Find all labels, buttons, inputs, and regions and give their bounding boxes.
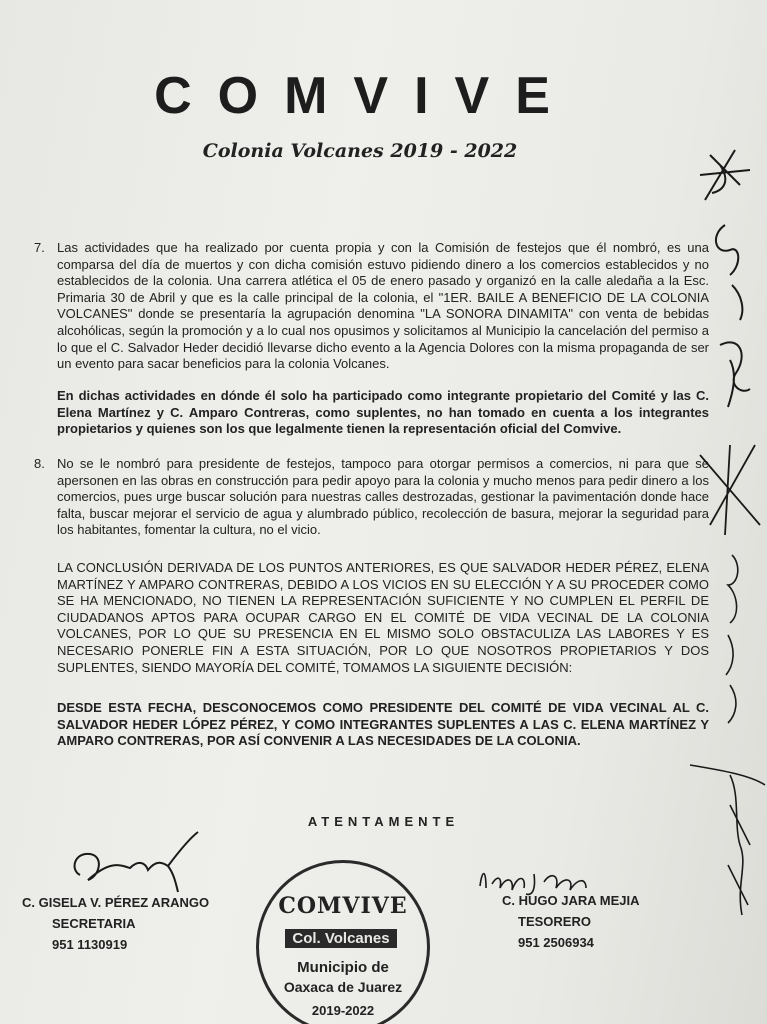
stamp-colonia: Col. Volcanes: [285, 929, 397, 948]
stamp-municipio-line1: Municipio de: [297, 959, 389, 976]
signatory-1-name: C. GISELA V. PÉREZ ARANGO: [22, 895, 210, 910]
signature-hugo-icon: [474, 860, 604, 900]
conclusion-paragraph: LA CONCLUSIÓN DERIVADA DE LOS PUNTOS ANTERIORES, ES QUE SALVADOR HEDER PÉREZ, ELENA MARTÍNEZ Y AMPARO CONTRERAS, DEBIDO A LOS VICIOS EN SU ELECCIÓN Y A SU PROCEDER COMO SE HA MENCIONADO, NO TIENEN LA REPRESENTACIÓN SUFICIENTE Y NO CUMPLEN EL PERFIL DE CIUDADANOS APTOS PARA OCUPAR CARGO EN EL COMITÉ DE VIDA VECINAL DE LA COLONIA VOLCANES, POR LO QUE SU PRESENCIA EN EL MISMO SOLO OBSTACULIZA LAS LABORES Y ES NECESARIO PONERLE FIN A ESTA SITUACIÓN, POR LO QUE NOSOTROS PROPIETARIOS Y DOS SUPLENTES, SIENDO MAYORÍA DEL COMITÉ, TOMAMOS LA SIGUIENTE DECISIÓN:: [57, 560, 709, 675]
closing-text: ATENTAMENTE: [307, 814, 460, 829]
official-stamp: [256, 860, 430, 1024]
margin-signatures-icon: [670, 145, 765, 935]
signatory-2-role: TESORERO: [518, 914, 591, 929]
signatory-1-phone: 951 1130919: [52, 937, 128, 952]
signatory-2-name: C. HUGO JARA MEJIA: [502, 893, 640, 908]
document-subtitle: Colonia Volcanes 2019 - 2022: [202, 140, 518, 162]
signatory-2-phone: 951 2506934: [518, 935, 594, 950]
stamp-period: 2019-2022: [311, 1003, 375, 1018]
signature-gisela-icon: [60, 830, 220, 900]
document-title: COMVIVE: [154, 67, 576, 125]
signatory-1-role: SECRETARIA: [52, 916, 136, 931]
stamp-municipio-line2: Oaxaca de Juarez: [283, 979, 403, 995]
stamp-brand: COMVIVE: [278, 893, 408, 919]
decision-paragraph: DESDE ESTA FECHA, DESCONOCEMOS COMO PRESIDENTE DEL COMITÉ DE VIDA VECINAL AL C. SALVADOR HEDER LÓPEZ PÉREZ, Y COMO INTEGRANTES SUPLENTES A LAS C. ELENA MARTÍNEZ Y AMPARO CONTRERAS, POR ASÍ CONVENIR A LAS NECESIDADES DE LA COLONIA.: [57, 700, 709, 749]
point-7-number: 7.: [34, 240, 45, 255]
point-7-text: Las actividades que ha realizado por cuenta propia y con la Comisión de festejos que él nombró, es una comparsa del día de muertos y con dicha comisión estuvo pidiendo dinero a los comercios establecidos y no establecidos de la colonia. Una carrera atlética el 05 de enero pasado y organizó en la calle aledaña a la Esc. Primaria 30 de Abril y que es la calle principal de la colonia, el "1ER. BAILE A BENEFICIO DE LA COLONIA VOLCANES" donde se presentaría la agrupación denomina "LA SONORA DINAMITA" con venta de bebidas alcohólicas, según la promoción y a lo cual nos opusimos y solicitamos al Municipio la cancelación del permiso a lo que el C. Salvador Heder decidió llevarse dicho evento a la Agencia Dolores con la misma propaganda de ser un evento para sacar beneficios para la colonia Volcanes.: [57, 240, 709, 372]
point-8-number: 8.: [34, 456, 45, 471]
point-8-text: No se le nombró para presidente de festejos, tampoco para otorgar permisos a comercios, ni para que se apersonen en las obras en construcción para pedir apoyo para la colonia y mucho menos para pedir dinero a los comercios, pues urge buscar solución para nuestras calles destrozadas, gestionar la pavimentación donde hace falta, buscar mejorar el servicio de agua y alumbrado público, recolección de basura, mejorar la seguridad para los habitantes, fomentar la cultura, no el vicio.: [57, 456, 709, 538]
point-7-note: En dichas actividades en dónde él solo ha participado como integrante propietario del Comité y las C. Elena Martínez y C. Amparo Contreras, como suplentes, no han tomado en cuenta a los integrantes propietarios y quienes son los que legalmente tienen la representación oficial del Comvive.: [57, 388, 709, 437]
